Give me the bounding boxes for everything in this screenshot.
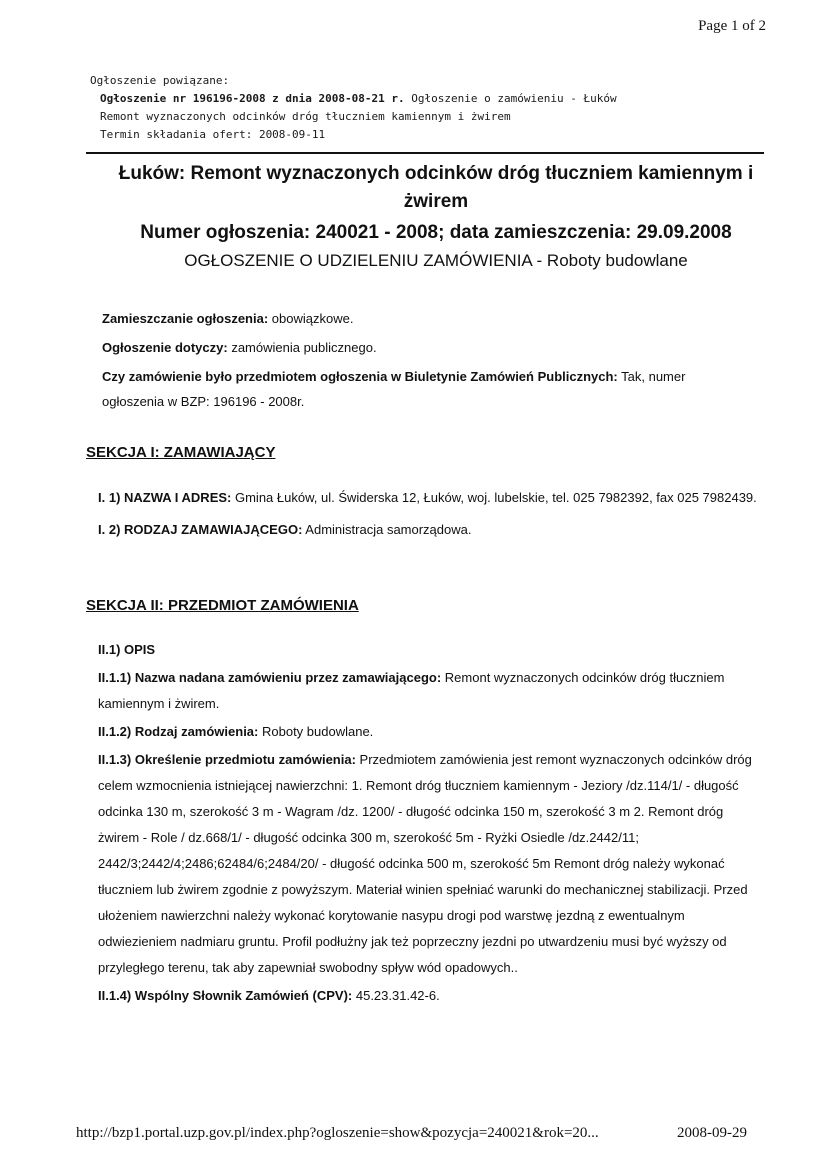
cpv-label: II.1.4) Wspólny Słownik Zamówień (CPV): — [98, 988, 353, 1003]
contract-kind — [98, 719, 758, 745]
title-block — [86, 160, 786, 274]
section-2-body — [98, 637, 758, 1011]
section-1-body — [98, 485, 758, 549]
contract-name — [98, 665, 758, 717]
cpv-code — [98, 983, 758, 1009]
related-deadline: Termin składania ofert: 2008-09-11 — [100, 128, 326, 141]
page-title: Łuków: Remont wyznaczonych odcinków dróg tłuczniem kamiennym i żwirem — [118, 163, 754, 212]
cpv-value: 45.23.31.42-6. — [352, 988, 440, 1003]
section-2-heading: SEKCJA II: PRZEDMIOT ZAMÓWIENIA — [86, 597, 359, 614]
address-value: Gmina Łuków, ul. Świderska 12, Łuków, woj. lubelskie, tel. 025 7982392, fax 025 7982439. — [231, 490, 757, 505]
footer-date: 2008-09-29 — [677, 1125, 747, 1141]
address-label: I. 1) NAZWA I ADRES: — [98, 490, 232, 505]
contract-kind-value: Roboty budowlane. — [258, 724, 374, 739]
concerns-label: Ogłoszenie dotyczy: — [102, 340, 228, 355]
notice-number: Numer ogłoszenia: 240021 - 2008; data zamieszczenia: 29.09.2008 — [140, 222, 732, 243]
related-subject: Remont wyznaczonych odcinków dróg tłuczniem kamiennym i żwirem — [100, 110, 511, 123]
opis-label: II.1) OPIS — [98, 642, 156, 657]
header-divider — [86, 152, 764, 154]
bzp-value: Tak, numer ogłoszenia w BZP: 196196 - 2008r. — [102, 369, 686, 409]
footer-url[interactable]: http://bzp1.portal.uzp.gov.pl/index.php?ogloszenie=show&pozycja=240021&rok=20... — [76, 1125, 599, 1141]
concerns-value: zamówienia publicznego. — [227, 340, 377, 355]
publication-label: Zamieszczanie ogłoszenia: — [102, 311, 269, 326]
concerns-row — [102, 333, 742, 362]
basic-info — [102, 304, 742, 414]
contract-name-value: Remont wyznaczonych odcinków dróg tłuczniem kamiennym i żwirem. — [98, 670, 725, 711]
contracting-authority-address — [98, 485, 758, 511]
related-notice — [90, 72, 617, 144]
contract-scope — [98, 747, 758, 981]
notice-type: OGŁOSZENIE O UDZIELENIU ZAMÓWIENIA - Roboty budowlane — [184, 251, 688, 270]
bzp-row — [102, 362, 742, 414]
authority-type-label: I. 2) RODZAJ ZAMAWIAJĄCEGO: — [98, 522, 303, 537]
contract-scope-value: Przedmiotem zamówienia jest remont wyznaczonych odcinków dróg celem wzmocnienia istniejącej nawierzchni: 1. Remont dróg tłuczniem kamiennym - Jeziory /dz.114/1/ - długość odcinka 130 m, szerokość 3 m - Wagram /dz. 1200/ - długość odcinka 150 m, szerokość 3 m 2. Remont dróg żwirem - Role / dz.668/1/ - długość odcinka 300 m, szerokość 5m - Ryżki Osiedle /dz.2442/11; 2442/3;2442/4;2486;62484/6;2484/20/ - długość odcinka 500 m, szerokość 5m Remont dróg należy wykonać tłuczniem lub żwirem zgodnie z powyższym. Materiał winien spełniać warunki do mechanicznej stabilizacji. Przed ułożeniem nawierzchni należy wykonać korytowanie nasypu drogi pod warstwę jezdną z ewentualnym odwiezieniem nadmiaru gruntu. Profil podłużny jak też poprzeczny jezdni po utwardzeniu musi być wyższy od przyległego terenu, tak aby zapewniał swobodny spływ wód opadowych.. — [98, 752, 752, 975]
authority-type-value: Administracja samorządowa. — [302, 522, 472, 537]
related-label: Ogłoszenie powiązane: — [90, 74, 230, 87]
related-reference[interactable] — [90, 90, 617, 108]
publication-value: obowiązkowe. — [268, 311, 354, 326]
publication-row — [102, 304, 742, 333]
section-1-heading: SEKCJA I: ZAMAWIAJĄCY — [86, 444, 276, 461]
page-number: Page 1 of 2 — [698, 18, 766, 34]
contract-kind-label: II.1.2) Rodzaj zamówienia: — [98, 724, 259, 739]
contracting-authority-type — [98, 517, 758, 543]
description-heading — [98, 637, 758, 663]
contract-name-label: II.1.1) Nazwa nadana zamówieniu przez zamawiającego: — [98, 670, 442, 685]
related-reference-bold[interactable]: Ogłoszenie nr 196196-2008 z dnia 2008-08-21 r. — [100, 92, 405, 105]
related-reference-rest: Ogłoszenie o zamówieniu - Łuków — [404, 92, 617, 105]
contract-scope-label: II.1.3) Określenie przedmiotu zamówienia: — [98, 752, 356, 767]
bzp-label: Czy zamówienie było przedmiotem ogłoszenia w Biuletynie Zamówień Publicznych: — [102, 369, 618, 384]
